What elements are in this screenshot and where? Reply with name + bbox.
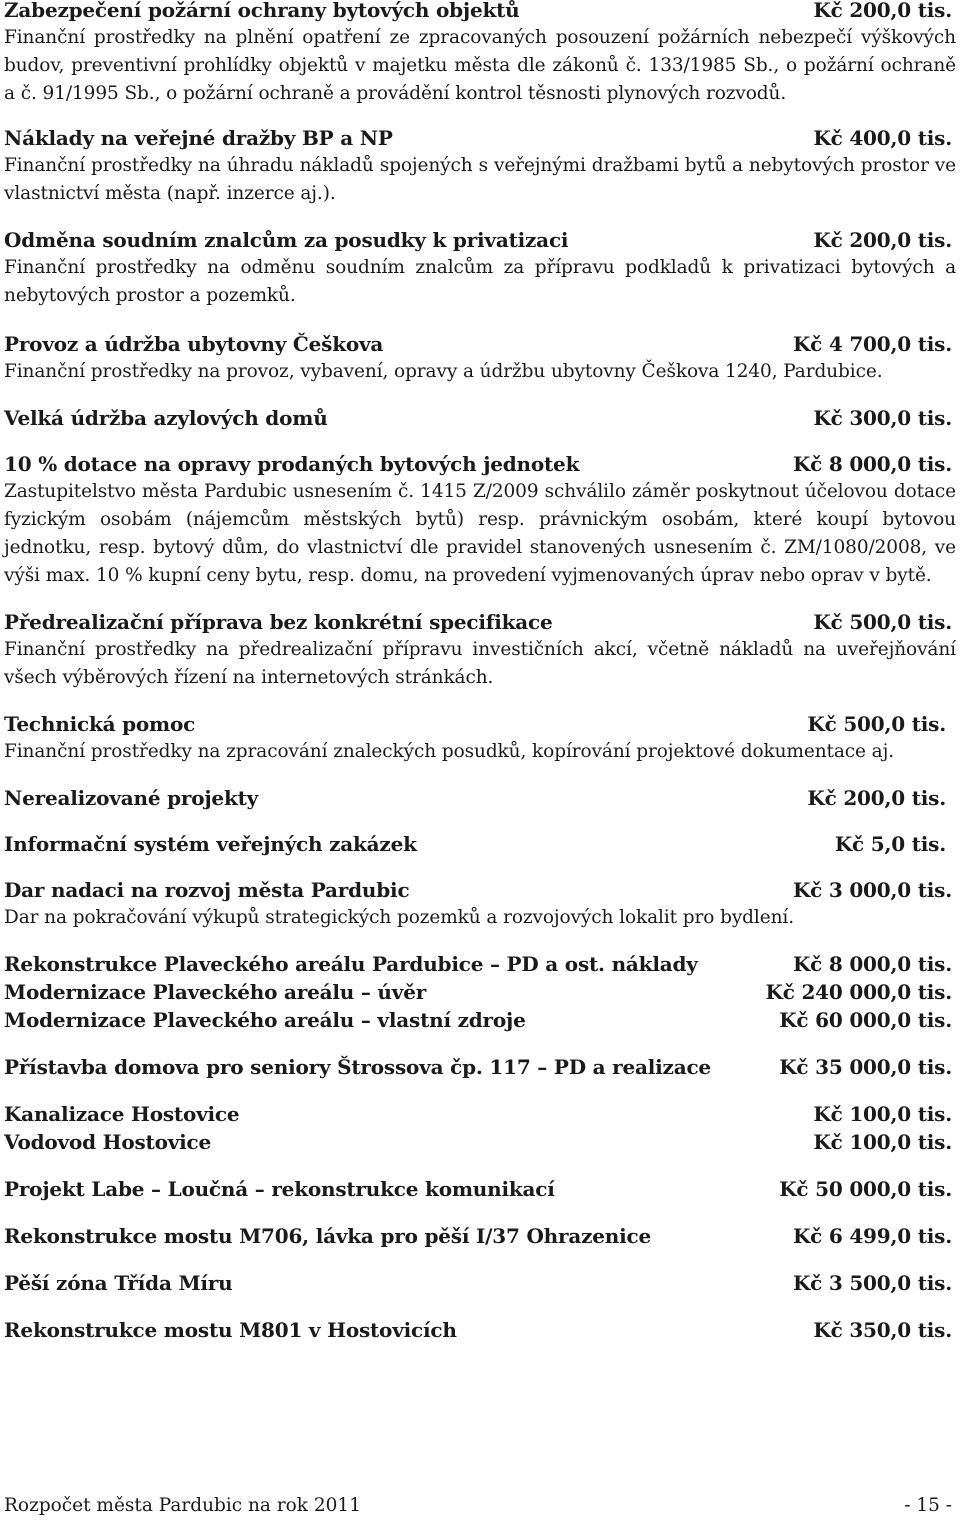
group-row-amount: Kč 6 499,0 tis. <box>792 1224 952 1248</box>
section-title: Nerealizované projekty <box>4 786 259 810</box>
budget-section-unrealized-projects <box>4 784 956 812</box>
group-row-title: Kanalizace Hostovice <box>4 1102 240 1126</box>
group-row-amount: Kč 240 000,0 tis. <box>765 980 952 1004</box>
section-title: 10 % dotace na opravy prodaných bytových jednotek <box>4 452 580 476</box>
section-title: Předrealizační příprava bez konkrétní specifikace <box>4 610 553 634</box>
group-row-amount: Kč 8 000,0 tis. <box>792 952 952 976</box>
page-number: - 15 - <box>904 1495 952 1516</box>
group-row-title: Projekt Labe – Loučná – rekonstrukce komunikací <box>4 1177 555 1201</box>
section-heading <box>4 0 956 24</box>
section-title: Provoz a údržba ubytovny Češkova <box>4 332 384 356</box>
section-heading <box>4 124 956 152</box>
budget-section-fire-protection <box>4 0 956 108</box>
group-row-title: Rekonstrukce mostu M801 v Hostovicích <box>4 1318 457 1342</box>
section-amount: Kč 400,0 tis. <box>813 126 952 150</box>
section-description: Finanční prostředky na odměnu soudním znalcům za přípravu podkladů k privatizaci bytových a nebytových prostor a pozemků. <box>4 257 956 306</box>
group-row-amount: Kč 3 500,0 tis. <box>792 1271 952 1295</box>
budget-section-hostel-ceskova <box>4 330 956 386</box>
section-description: Finanční prostředky na předrealizační přípravu investičních akcí, včetně nákladů na uveřejňování všech výběrových řízení na internetových stránkách. <box>4 639 956 688</box>
group-row <box>4 950 956 978</box>
budget-section-technical-help <box>4 710 956 766</box>
budget-group-hostovice-utilities <box>4 1100 956 1156</box>
footer-document-title: Rozpočet města Pardubic na rok 2011 <box>4 1495 361 1516</box>
budget-group-labe-loucna <box>4 1175 956 1203</box>
section-heading <box>4 608 956 636</box>
group-row-title: Vodovod Hostovice <box>4 1130 212 1154</box>
section-amount: Kč 500,0 tis. <box>813 610 952 634</box>
group-row-amount: Kč 50 000,0 tis. <box>779 1177 952 1201</box>
budget-group-bridge-m801 <box>4 1316 956 1344</box>
section-amount: Kč 500,0 tis. <box>807 712 946 736</box>
group-row-title: Přístavba domova pro seniory Štrossova čp. 117 – PD a realizace <box>4 1055 711 1079</box>
section-description: Zastupitelstvo města Pardubic usnesením č. 1415 Z/2009 schválilo záměr poskytnout účelovou dotace fyzickým osobám (nájemcům městských bytů) resp. právnickým osobám, které koupí bytovou jednotku, resp. bytový dům, do vlastnictví dle pravidel stanovených usnesením č. ZM/1080/2008, ve výši max. 10 % kupní ceny bytu, resp. domu, na provedení vyjmenovaných úprav nebo oprav v bytě. <box>4 481 956 586</box>
budget-group-swimming-pool <box>4 950 956 1034</box>
budget-section-expert-fees <box>4 226 956 310</box>
section-description: Finanční prostředky na plnění opatření ze zpracovaných posouzení požárních nebezpečí výškových budov, preventivní prohlídky objektů v majetku města dle zákonů č. 133/1985 Sb., o požární ochraně a č. 91/1995 Sb., o požární ochraně a provádění kontrol těsnosti plynových rozvodů. <box>4 27 956 104</box>
group-row-amount: Kč 60 000,0 tis. <box>779 1008 952 1032</box>
page-footer <box>4 1492 956 1520</box>
section-heading <box>4 226 956 254</box>
group-row <box>4 1100 956 1128</box>
budget-group-senior-home <box>4 1053 956 1081</box>
group-row <box>4 1269 956 1297</box>
section-amount: Kč 8 000,0 tis. <box>792 452 952 476</box>
section-heading <box>4 830 956 858</box>
group-row <box>4 1053 956 1081</box>
group-row-title: Pěší zóna Třída Míru <box>4 1271 233 1295</box>
section-description: Finanční prostředky na zpracování znaleckých posudků, kopírování projektové dokumentace aj. <box>4 741 895 762</box>
group-row <box>4 1222 956 1250</box>
section-amount: Kč 3 000,0 tis. <box>792 878 952 902</box>
section-heading <box>4 876 956 904</box>
section-heading <box>4 784 956 812</box>
budget-section-procurement-system <box>4 830 956 858</box>
section-amount: Kč 200,0 tis. <box>807 786 946 810</box>
section-title: Náklady na veřejné dražby BP a NP <box>4 126 393 150</box>
section-amount: Kč 200,0 tis. <box>813 0 952 22</box>
group-row <box>4 1006 956 1034</box>
section-description: Finanční prostředky na úhradu nákladů spojených s veřejnými dražbami bytů a nebytových prostor ve vlastnictví města (např. inzerce aj.). <box>4 155 956 204</box>
group-row-title: Rekonstrukce mostu M706, lávka pro pěší I/37 Ohrazenice <box>4 1224 652 1248</box>
budget-section-asylum-houses <box>4 404 956 432</box>
document-body <box>4 0 956 1344</box>
budget-section-foundation-gift <box>4 876 956 932</box>
budget-group-bridge-m706 <box>4 1222 956 1250</box>
section-amount: Kč 5,0 tis. <box>834 832 946 856</box>
group-row <box>4 1175 956 1203</box>
budget-group-pedestrian-zone <box>4 1269 956 1297</box>
section-title: Informační systém veřejných zakázek <box>4 832 417 856</box>
group-row-amount: Kč 35 000,0 tis. <box>779 1055 952 1079</box>
section-amount: Kč 200,0 tis. <box>813 228 952 252</box>
section-amount: Kč 4 700,0 tis. <box>792 332 952 356</box>
section-heading <box>4 450 956 478</box>
group-row-title: Rekonstrukce Plaveckého areálu Pardubice – PD a ost. náklady <box>4 952 698 976</box>
group-row-amount: Kč 100,0 tis. <box>813 1102 952 1126</box>
group-row <box>4 1128 956 1156</box>
group-row <box>4 1316 956 1344</box>
group-row-amount: Kč 350,0 tis. <box>813 1318 952 1342</box>
group-row-title: Modernizace Plaveckého areálu – úvěr <box>4 980 427 1004</box>
section-heading <box>4 710 956 738</box>
section-description: Dar na pokračování výkupů strategických pozemků a rozvojových lokalit pro bydlení. <box>4 907 795 928</box>
budget-section-repair-subsidy <box>4 450 956 590</box>
group-row-title: Modernizace Plaveckého areálu – vlastní zdroje <box>4 1008 526 1032</box>
section-title: Technická pomoc <box>4 712 196 736</box>
group-row <box>4 978 956 1006</box>
budget-section-prerealization <box>4 608 956 692</box>
budget-section-public-auctions <box>4 124 956 208</box>
section-heading <box>4 404 956 432</box>
section-title: Velká údržba azylových domů <box>4 406 328 430</box>
section-title: Odměna soudním znalcům za posudky k privatizaci <box>4 228 569 252</box>
group-row-amount: Kč 100,0 tis. <box>813 1130 952 1154</box>
section-amount: Kč 300,0 tis. <box>813 406 952 430</box>
section-title: Zabezpečení požární ochrany bytových objektů <box>4 0 520 22</box>
section-description: Finanční prostředky na provoz, vybavení, opravy a údržbu ubytovny Češkova 1240, Pardubice. <box>4 361 883 382</box>
section-heading <box>4 330 956 358</box>
section-title: Dar nadaci na rozvoj města Pardubic <box>4 878 410 902</box>
